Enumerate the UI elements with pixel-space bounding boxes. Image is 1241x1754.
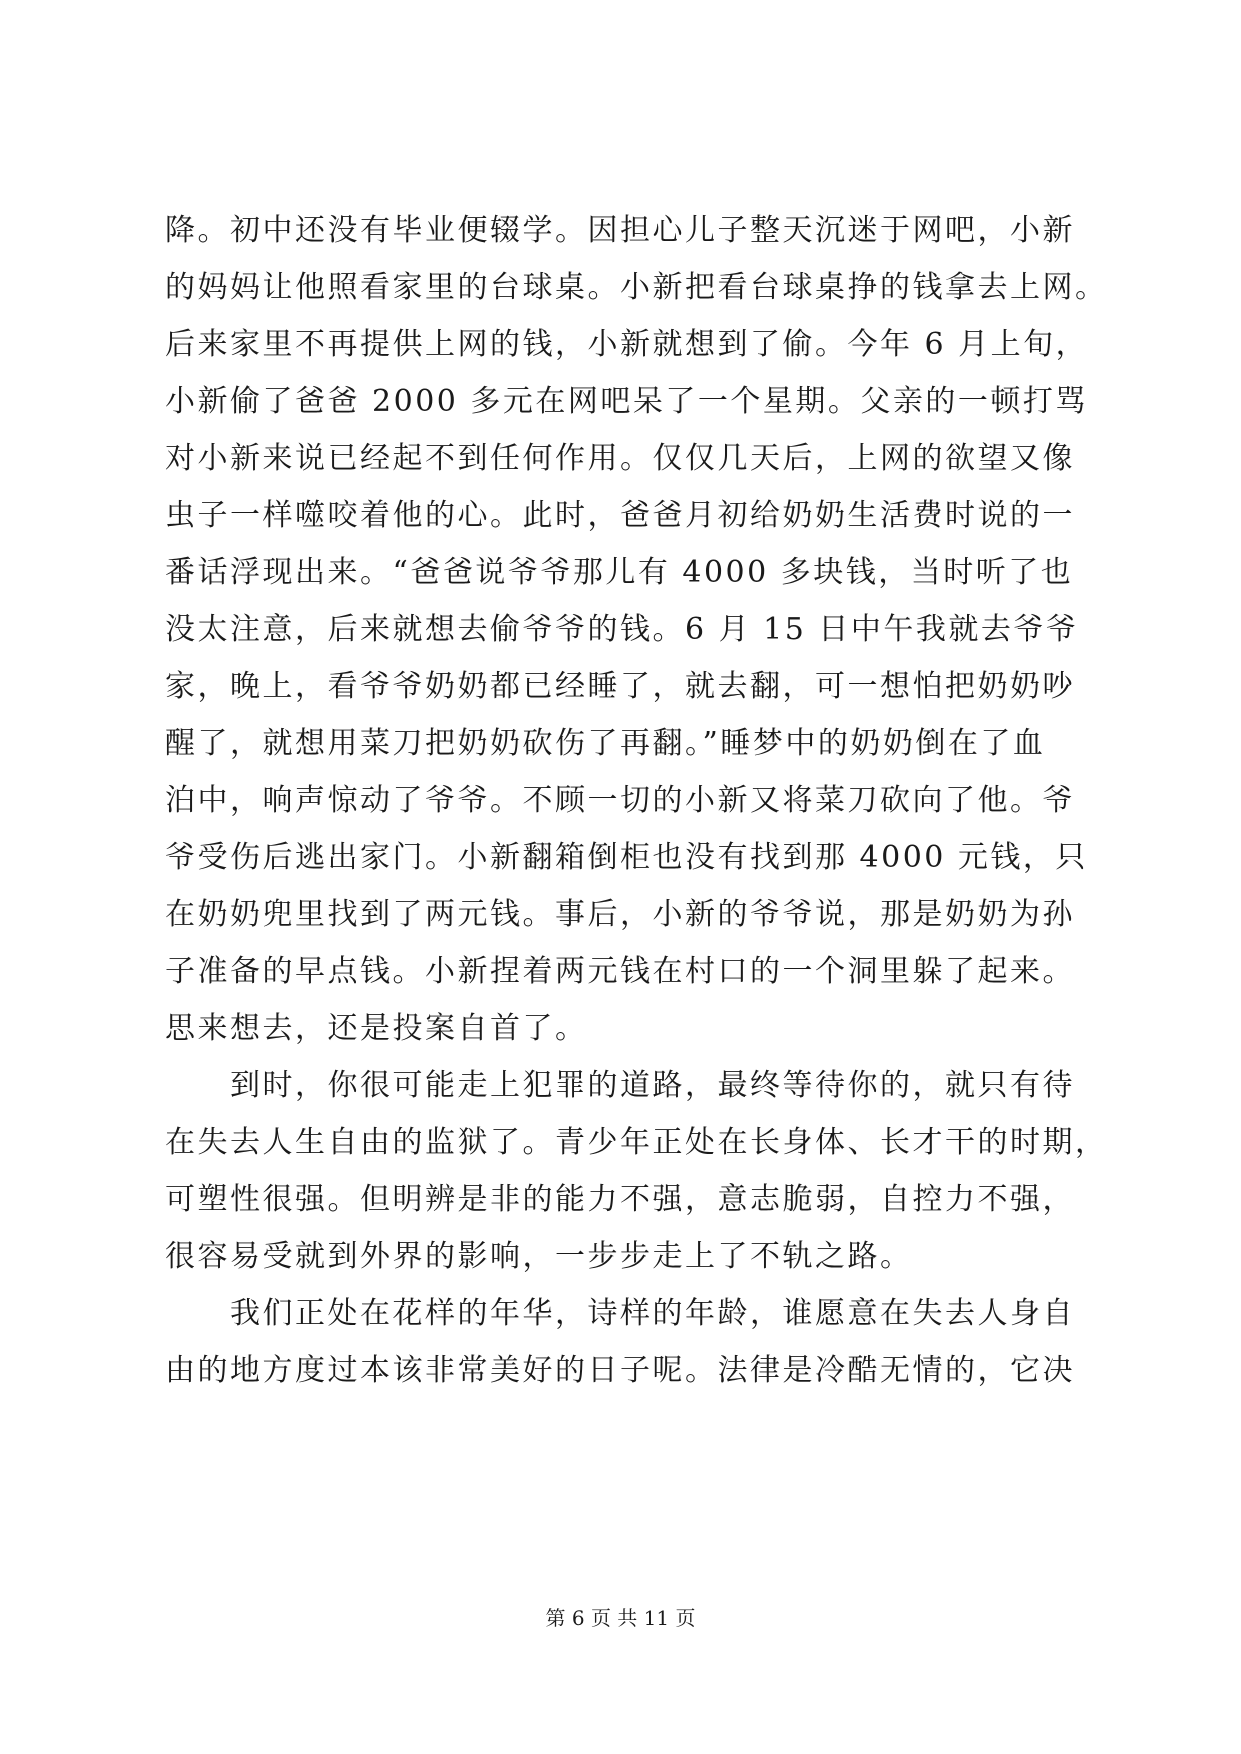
paragraph-first-line: 到时，你很可能走上犯罪的道路，最终等待你的，就只有待 <box>230 1068 1075 1103</box>
text-line: 爷受伤后逃出家门。小新翻箱倒柜也没有找到那 4000 元钱，只 <box>165 840 1088 875</box>
text-line: 由的地方度过本该非常美好的日子呢。法律是冷酷无情的，它决 <box>165 1353 1075 1388</box>
text-line: 在失去人生自由的监狱了。青少年正处在长身体、长才干的时期， <box>165 1125 1108 1160</box>
text-line: 的妈妈让他照看家里的台球桌。小新把看台球桌挣的钱拿去上网。 <box>165 270 1108 305</box>
text-line: 很容易受就到外界的影响，一步步走上了不轨之路。 <box>165 1239 913 1274</box>
text-line: 后来家里不再提供上网的钱，小新就想到了偷。今年 6 月上旬， <box>165 327 1089 362</box>
text-line: 在奶奶兜里找到了两元钱。事后，小新的爷爷说，那是奶奶为孙 <box>165 897 1075 932</box>
text-line: 小新偷了爸爸 2000 多元在网吧呆了一个星期。父亲的一顿打骂 <box>165 384 1088 419</box>
text-line: 番话浮现出来。“爸爸说爷爷那儿有 4000 多块钱，当时听了也 <box>165 555 1074 590</box>
text-line: 家，晚上，看爷爷奶奶都已经睡了，就去翻，可一想怕把奶奶吵 <box>165 669 1075 704</box>
page-number-footer: 第 6 页 共 11 页 <box>545 1606 696 1630</box>
text-line: 醒了，就想用菜刀把奶奶砍伤了再翻。”睡梦中的奶奶倒在了血 <box>165 726 1046 761</box>
text-line: 可塑性很强。但明辨是非的能力不强，意志脆弱，自控力不强， <box>165 1182 1075 1217</box>
text-line: 子准备的早点钱。小新捏着两元钱在村口的一个洞里躲了起来。 <box>165 954 1075 989</box>
paragraph-first-line: 我们正处在花样的年华，诗样的年龄，谁愿意在失去人身自 <box>230 1296 1075 1331</box>
text-line: 没太注意，后来就想去偷爷爷的钱。6 月 15 日中午我就去爷爷 <box>165 612 1079 647</box>
text-line: 泊中，响声惊动了爷爷。不顾一切的小新又将菜刀砍向了他。爷 <box>165 783 1075 818</box>
text-line: 对小新来说已经起不到任何作用。仅仅几天后，上网的欲望又像 <box>165 441 1075 476</box>
text-line: 思来想去，还是投案自首了。 <box>165 1011 588 1046</box>
text-line: 降。初中还没有毕业便辍学。因担心儿子整天沉迷于网吧，小新 <box>165 213 1075 248</box>
text-line: 虫子一样噬咬着他的心。此时，爸爸月初给奶奶生活费时说的一 <box>165 498 1075 533</box>
